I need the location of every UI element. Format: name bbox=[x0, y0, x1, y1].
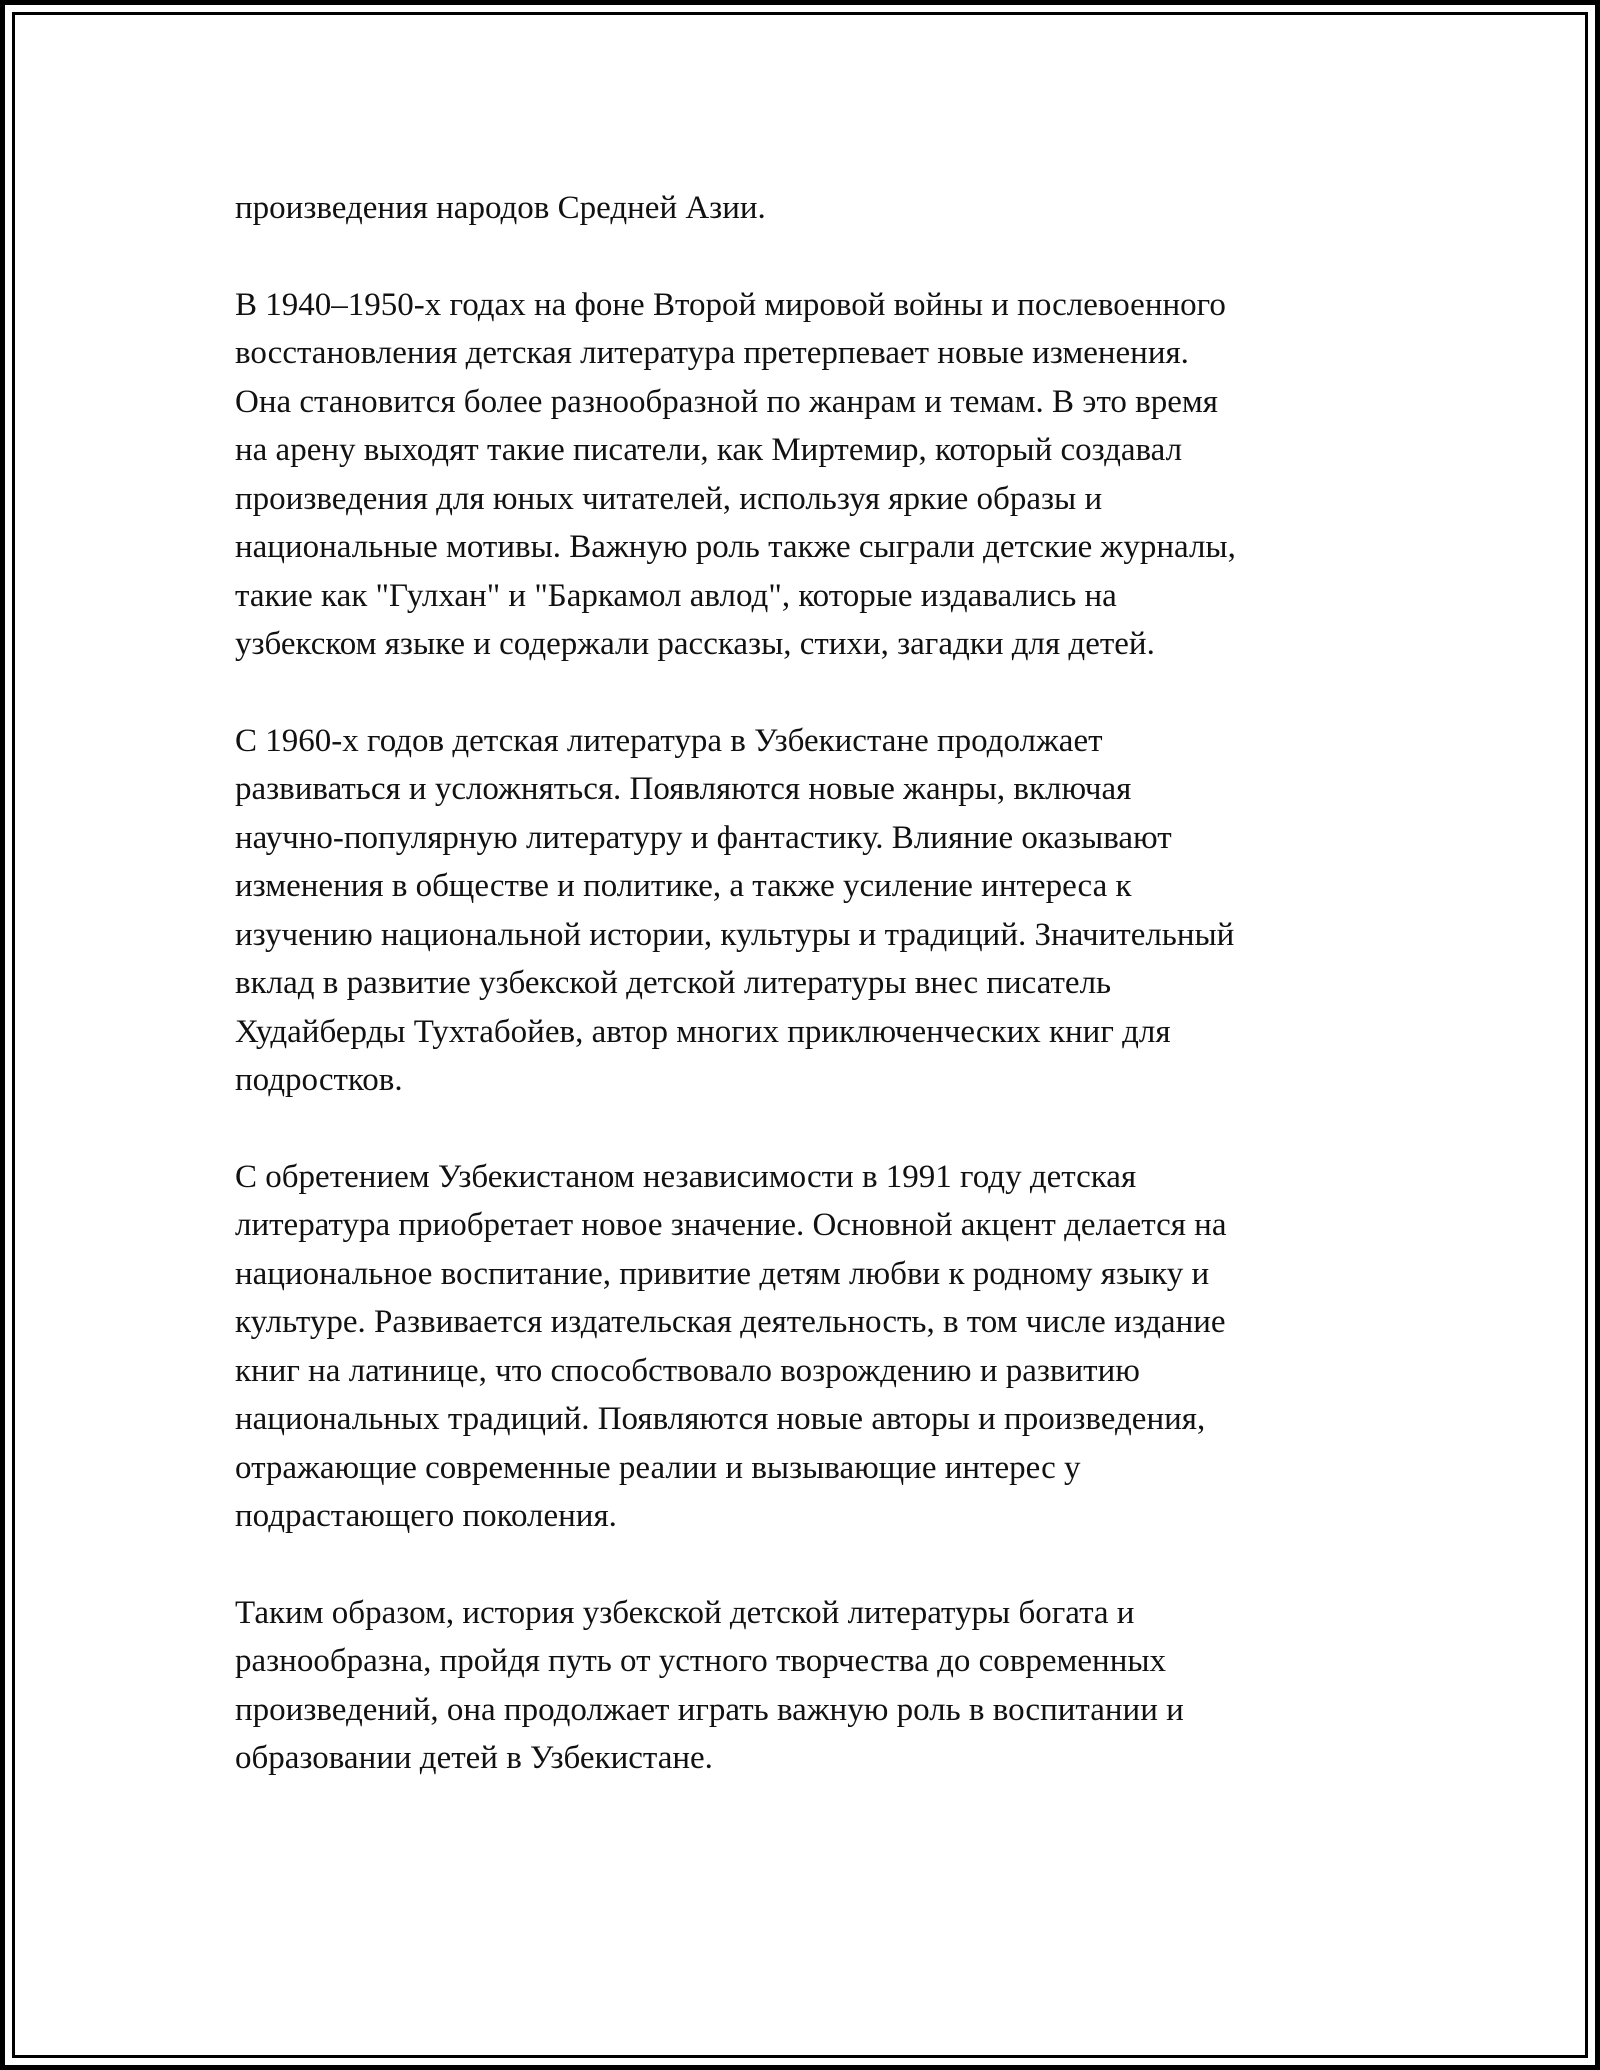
text-line: изучению национальной истории, культуры и традиций. Значительный bbox=[235, 916, 1235, 953]
text-line: В 1940–1950-х годах на фоне Второй мировой войны и послевоенного bbox=[235, 286, 1226, 323]
paragraph-1 bbox=[235, 184, 1365, 233]
paragraph-2 bbox=[235, 281, 1365, 669]
paragraph-5 bbox=[235, 1589, 1365, 1783]
text-line: Худайберды Тухтабойев, автор многих приключенческих книг для bbox=[235, 1013, 1171, 1050]
text-line: узбекском языке и содержали рассказы, стихи, загадки для детей. bbox=[235, 626, 1155, 662]
text-line: подростков. bbox=[235, 1062, 403, 1098]
text-line: вклад в развитие узбекской детской литературы внес писатель bbox=[235, 965, 1112, 1001]
text-line: разнообразна, пройдя путь от устного творчества до современных bbox=[235, 1643, 1167, 1679]
paragraph-3 bbox=[235, 717, 1365, 1105]
text-line: Таким образом, история узбекской детской литературы богата и bbox=[235, 1594, 1135, 1631]
text-line: развиваться и усложняться. Появляются новые жанры, включая bbox=[235, 771, 1132, 807]
text-line: национальных традиций. Появляются новые авторы и произведения, bbox=[235, 1401, 1206, 1437]
text-line: на арену выходят такие писатели, как Миртемир, который создавал bbox=[235, 432, 1183, 468]
text-line: книг на латинице, что способствовало возрождению и развитию bbox=[235, 1352, 1140, 1389]
text-line: С обретением Узбекистаном независимости в 1991 году детская bbox=[235, 1158, 1137, 1195]
text-line: национальные мотивы. Важную роль также сыграли детские журналы, bbox=[235, 529, 1236, 565]
text-line: произведений, она продолжает играть важную роль в воспитании и bbox=[235, 1691, 1184, 1728]
text-line: С 1960-х годов детская литература в Узбекистане продолжает bbox=[235, 722, 1103, 759]
text-line: произведения для юных читателей, используя яркие образы и bbox=[235, 480, 1103, 517]
text-line: произведения народов Средней Азии. bbox=[235, 190, 766, 226]
text-line: изменения в обществе и политике, а также усиление интереса к bbox=[235, 868, 1132, 904]
text-line: восстановления детская литература претерпевает новые изменения. bbox=[235, 335, 1189, 371]
text-line: отражающие современные реалии и вызывающие интерес у bbox=[235, 1449, 1081, 1486]
text-line: такие как "Гулхан" и "Баркамол авлод", которые издавались на bbox=[235, 577, 1117, 614]
text-line: Она становится более разнообразной по жанрам и темам. В это время bbox=[235, 383, 1218, 420]
text-line: литература приобретает новое значение. Основной акцент делается на bbox=[235, 1207, 1227, 1243]
text-line: научно-популярную литературу и фантастику. Влияние оказывают bbox=[235, 819, 1172, 856]
text-line: национальное воспитание, привитие детям любви к родному языку и bbox=[235, 1255, 1210, 1292]
document-body bbox=[235, 184, 1365, 1831]
paragraph-4 bbox=[235, 1153, 1365, 1541]
text-line: образовании детей в Узбекистане. bbox=[235, 1740, 713, 1776]
text-line: культуре. Развивается издательская деятельность, в том числе издание bbox=[235, 1304, 1226, 1340]
text-line: подрастающего поколения. bbox=[235, 1498, 617, 1534]
